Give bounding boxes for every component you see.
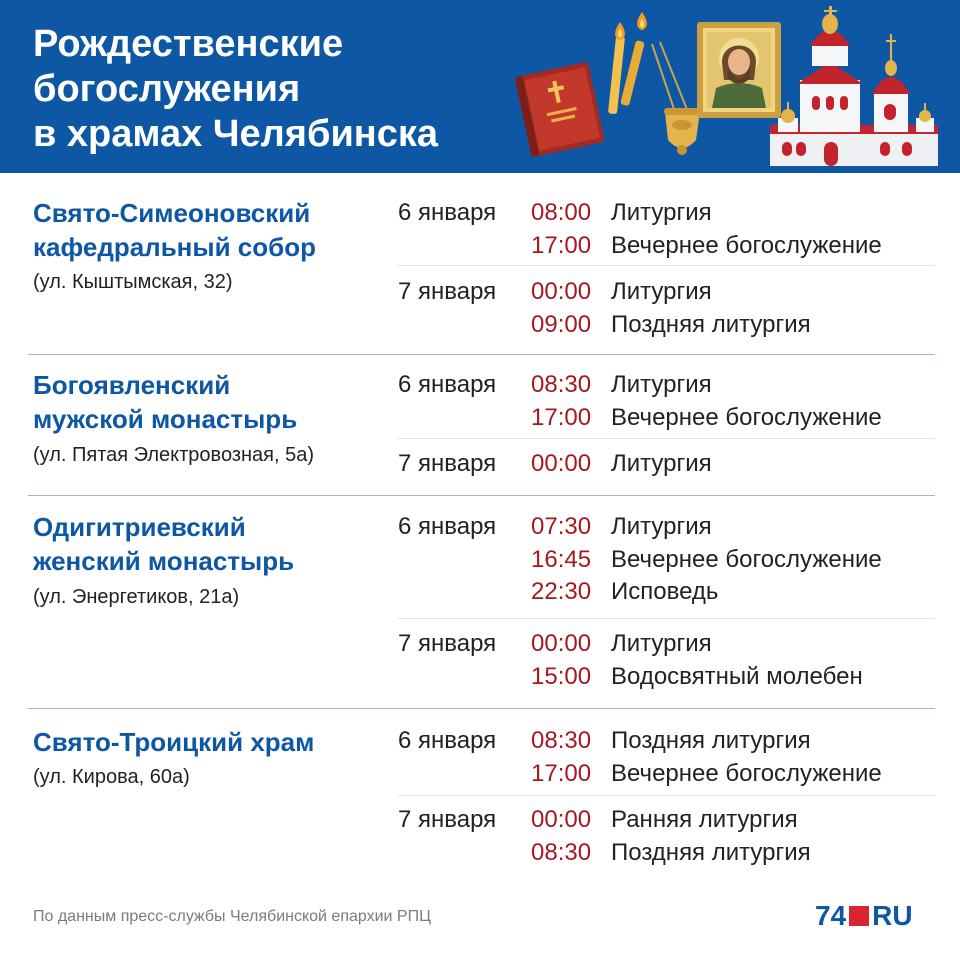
service-row (0, 512, 960, 545)
church-name-line: женский монастырь (33, 546, 295, 576)
brand-square-icon (849, 906, 869, 926)
service-date: 7 января (398, 450, 497, 477)
icon-portrait-icon (697, 22, 781, 118)
service-row (0, 403, 960, 436)
service-row (0, 759, 960, 792)
service-time: 07:30 (531, 513, 592, 540)
service-date: 6 января (398, 727, 497, 754)
service-row (0, 805, 960, 838)
service-time: 08:30 (531, 839, 592, 866)
church-address: (ул. Кыштымская, 32) (33, 271, 233, 293)
day-divider (398, 618, 935, 619)
service-time: 00:00 (531, 278, 592, 305)
service-time: 17:00 (531, 404, 592, 431)
service-name: Вечернее богослужение (611, 546, 882, 573)
section-divider (28, 354, 935, 355)
service-name: Литургия (611, 278, 712, 305)
service-date: 7 января (398, 630, 497, 657)
service-name: Ранняя литургия (611, 806, 798, 833)
service-row (0, 629, 960, 662)
service-name: Поздняя литургия (611, 311, 811, 338)
service-name: Литургия (611, 199, 712, 226)
church-name-line: Свято-Симеоновский (33, 198, 311, 228)
section-divider (28, 495, 935, 496)
service-date: 6 января (398, 199, 497, 226)
brand-logo[interactable] (815, 898, 913, 934)
service-time: 16:45 (531, 546, 592, 573)
censer-icon (652, 42, 702, 155)
prayer-book-icon (515, 62, 605, 158)
service-name: Вечернее богослужение (611, 760, 882, 787)
service-time: 00:00 (531, 806, 592, 833)
page-title-line: богослужения (33, 68, 301, 110)
service-name: Вечернее богослужение (611, 404, 882, 431)
day-divider (398, 265, 935, 266)
service-row (0, 726, 960, 759)
church-name-line: Богоявленский (33, 370, 231, 400)
day-divider (398, 438, 935, 439)
service-time: 08:30 (531, 371, 592, 398)
page-title-line: Рождественские (33, 23, 344, 65)
header-banner (0, 0, 960, 173)
service-time: 00:00 (531, 630, 592, 657)
service-time: 08:30 (531, 727, 592, 754)
church-name-line: Одигитриевский (33, 512, 246, 542)
service-date: 7 января (398, 806, 497, 833)
service-row (0, 277, 960, 310)
church-name-line: мужской монастырь (33, 404, 298, 434)
service-name: Водосвятный молебен (611, 663, 863, 690)
service-date: 6 января (398, 371, 497, 398)
candles-icon (608, 12, 647, 114)
church-name-line: кафедральный собор (33, 232, 316, 262)
service-date: 7 января (398, 278, 497, 305)
service-row (0, 662, 960, 695)
service-time: 15:00 (531, 663, 592, 690)
service-row (0, 838, 960, 871)
church-icon (770, 6, 938, 166)
day-divider (398, 795, 935, 796)
source-note: По данным пресс-службы Челябинской епархии РПЦ (33, 908, 431, 925)
service-date: 6 января (398, 513, 497, 540)
brand-suffix: RU (872, 900, 913, 931)
service-time: 17:00 (531, 760, 592, 787)
service-time: 08:00 (531, 199, 592, 226)
service-row (0, 577, 960, 610)
service-row (0, 231, 960, 264)
header-illustration (510, 0, 960, 173)
service-name: Вечернее богослужение (611, 232, 882, 259)
brand-number: 74 (815, 900, 847, 931)
service-name: Литургия (611, 371, 712, 398)
service-name: Литургия (611, 630, 712, 657)
church-address: (ул. Пятая Электровозная, 5а) (33, 444, 315, 466)
church-address: (ул. Энергетиков, 21а) (33, 586, 240, 608)
page-title-line: в храмах Челябинска (33, 113, 439, 155)
service-row (0, 370, 960, 403)
service-name: Поздняя литургия (611, 839, 811, 866)
service-row (0, 449, 960, 482)
service-time: 22:30 (531, 578, 592, 605)
service-row (0, 545, 960, 578)
service-name: Исповедь (611, 578, 719, 605)
service-name: Поздняя литургия (611, 727, 811, 754)
section-divider (28, 708, 935, 709)
service-time: 17:00 (531, 232, 592, 259)
page-title (33, 22, 533, 157)
service-name: Литургия (611, 513, 712, 540)
service-row (0, 198, 960, 231)
service-row (0, 310, 960, 343)
service-time: 09:00 (531, 311, 592, 338)
service-time: 00:00 (531, 450, 592, 477)
service-name: Литургия (611, 450, 712, 477)
church-address: (ул. Кирова, 60а) (33, 766, 190, 788)
church-name-line: Свято-Троицкий храм (33, 727, 315, 757)
